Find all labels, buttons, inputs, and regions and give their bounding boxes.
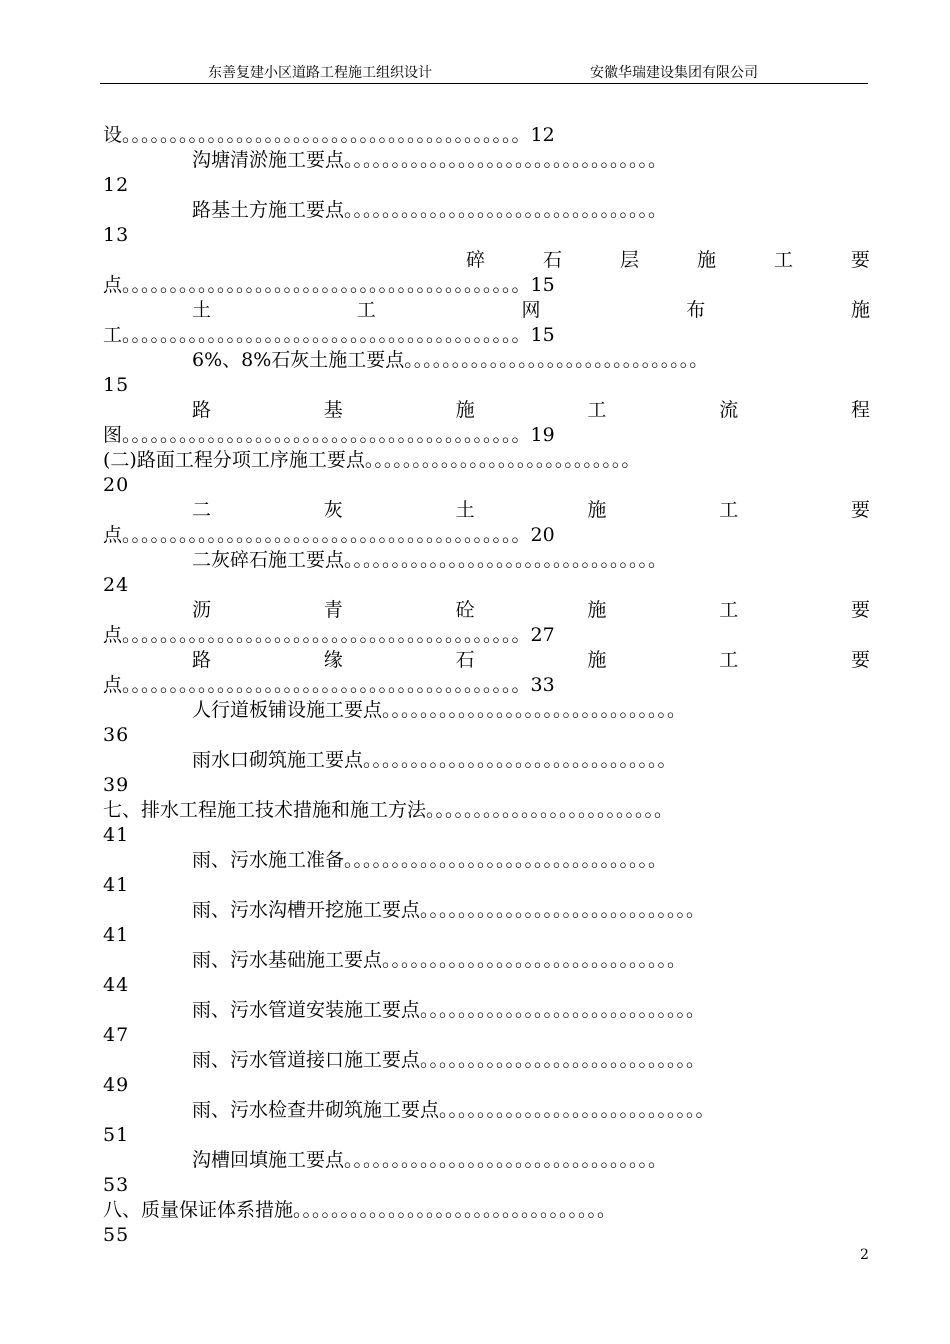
- toc-page-number: 41: [103, 874, 130, 896]
- toc-entry[interactable]: 雨、污水沟槽开挖施工要点。。。。。。。。。。。。。。。。。。。。。。。。。。。。。: [192, 899, 706, 921]
- toc-char: 施: [587, 649, 607, 671]
- page-number: 2: [860, 1247, 869, 1263]
- toc-entry[interactable]: 人行道板铺设施工要点。。。。。。。。。。。。。。。。。。。。。。。。。。。。。。。: [192, 699, 687, 721]
- toc-char: 施: [587, 499, 607, 521]
- toc-char: 施: [696, 249, 716, 271]
- toc-char: 施: [455, 399, 475, 421]
- toc-line: 工。。。。。。。。。。。。。。。。。。。。。。。。。。。。。。。。。。。。。。。。。。15: [103, 324, 555, 346]
- toc-char: 程: [850, 399, 870, 421]
- toc-char: 路: [192, 399, 212, 421]
- toc-entry[interactable]: 6%、8%石灰土施工要点。。。。。。。。。。。。。。。。。。。。。。。。。。。。。。。: [192, 349, 709, 371]
- toc-line: 点。。。。。。。。。。。。。。。。。。。。。。。。。。。。。。。。。。。。。。。。。。20: [103, 524, 555, 546]
- toc-char: 石: [542, 249, 562, 271]
- toc-char: 路: [192, 649, 212, 671]
- toc-char: 工: [719, 649, 739, 671]
- toc-entry[interactable]: 雨、污水施工准备。。。。。。。。。。。。。。。。。。。。。。。。。。。。。。。。。: [192, 849, 668, 871]
- toc-entry[interactable]: 沟塘清淤施工要点。。。。。。。。。。。。。。。。。。。。。。。。。。。。。。。。。: [192, 149, 668, 171]
- toc-page-number: 24: [103, 574, 130, 596]
- toc-char: 要: [850, 599, 870, 621]
- toc-entry-spread[interactable]: [192, 397, 870, 423]
- toc-char: 石: [455, 649, 475, 671]
- toc-page-number: 12: [103, 174, 130, 196]
- toc-entry[interactable]: 雨、污水管道安装施工要点。。。。。。。。。。。。。。。。。。。。。。。。。。。。。: [192, 999, 706, 1021]
- toc-char: 流: [719, 399, 739, 421]
- toc-page-number: 20: [103, 474, 130, 496]
- toc-char: 工: [719, 599, 739, 621]
- toc-char: 要: [850, 649, 870, 671]
- header-title: 东善复建小区道路工程施工组织设计: [208, 65, 432, 81]
- toc-char: 网: [521, 299, 541, 321]
- toc-entry[interactable]: 雨、污水检查井砌筑施工要点。。。。。。。。。。。。。。。。。。。。。。。。。。。。: [192, 1099, 715, 1121]
- toc-line: 图。。。。。。。。。。。。。。。。。。。。。。。。。。。。。。。。。。。。。。。。。。19: [103, 424, 555, 446]
- toc-entry[interactable]: (二)路面工程分项工序施工要点。。。。。。。。。。。。。。。。。。。。。。。。。。。。: [103, 449, 641, 471]
- toc-entry[interactable]: 路基土方施工要点。。。。。。。。。。。。。。。。。。。。。。。。。。。。。。。。。: [192, 199, 668, 221]
- toc-char: 工: [773, 249, 793, 271]
- toc-char: 布: [686, 299, 706, 321]
- toc-line: 点。。。。。。。。。。。。。。。。。。。。。。。。。。。。。。。。。。。。。。。。。。15: [103, 274, 555, 296]
- toc-entry-spread[interactable]: [466, 247, 870, 273]
- toc-entry[interactable]: 雨、污水基础施工要点。。。。。。。。。。。。。。。。。。。。。。。。。。。。。。。: [192, 949, 687, 971]
- toc-char: 沥: [192, 599, 212, 621]
- toc-char: 层: [619, 249, 639, 271]
- toc-char: 施: [850, 299, 870, 321]
- toc-page-number: 51: [103, 1124, 130, 1146]
- toc-page-number: 55: [103, 1224, 130, 1246]
- toc-char: 青: [323, 599, 343, 621]
- toc-char: 灰: [323, 499, 343, 521]
- toc-line: 点。。。。。。。。。。。。。。。。。。。。。。。。。。。。。。。。。。。。。。。。。。27: [103, 624, 555, 646]
- toc-entry[interactable]: 八、质量保证体系措施。。。。。。。。。。。。。。。。。。。。。。。。。。。。。。。。。: [103, 1199, 617, 1221]
- toc-entry[interactable]: 雨水口砌筑施工要点。。。。。。。。。。。。。。。。。。。。。。。。。。。。。。。。: [192, 749, 677, 771]
- toc-page-number: 36: [103, 724, 130, 746]
- toc-char: 工: [356, 299, 376, 321]
- toc-page-number: 44: [103, 974, 130, 996]
- toc-entry[interactable]: 七、排水工程施工技术措施和施工方法。。。。。。。。。。。。。。。。。。。。。。。。。: [103, 799, 674, 821]
- toc-entry[interactable]: 雨、污水管道接口施工要点。。。。。。。。。。。。。。。。。。。。。。。。。。。。。: [192, 1049, 706, 1071]
- toc-char: 基: [323, 399, 343, 421]
- toc-entry[interactable]: 二灰碎石施工要点。。。。。。。。。。。。。。。。。。。。。。。。。。。。。。。。。: [192, 549, 668, 571]
- toc-char: 施: [587, 599, 607, 621]
- toc-char: 工: [719, 499, 739, 521]
- toc-page-number: 47: [103, 1024, 130, 1046]
- toc-entry-spread[interactable]: [192, 597, 870, 623]
- toc-page-number: 49: [103, 1074, 130, 1096]
- toc-entry-spread[interactable]: [192, 647, 870, 673]
- toc-page-number: 53: [103, 1174, 130, 1196]
- toc-line: 点。。。。。。。。。。。。。。。。。。。。。。。。。。。。。。。。。。。。。。。。。。33: [103, 674, 555, 696]
- toc-char: 土: [455, 499, 475, 521]
- toc-char: 要: [850, 249, 870, 271]
- toc-char: 工: [587, 399, 607, 421]
- toc-char: 二: [192, 499, 212, 521]
- toc-page-number: 13: [103, 224, 130, 246]
- header-company: 安徽华瑞建设集团有限公司: [590, 65, 758, 81]
- toc-char: 碎: [466, 249, 486, 271]
- toc-page-number: 41: [103, 824, 130, 846]
- toc-page-number: 41: [103, 924, 130, 946]
- toc-char: 土: [192, 299, 212, 321]
- toc-char: 缘: [323, 649, 343, 671]
- toc-page-number: 15: [103, 374, 130, 396]
- header-rule: [100, 83, 868, 84]
- toc-entry-spread[interactable]: [192, 297, 870, 323]
- toc-entry-spread[interactable]: [192, 497, 870, 523]
- toc-page-number: 39: [103, 774, 130, 796]
- toc-line: 设。。。。。。。。。。。。。。。。。。。。。。。。。。。。。。。。。。。。。。。。。。12: [103, 124, 555, 146]
- toc-entry[interactable]: 沟槽回填施工要点。。。。。。。。。。。。。。。。。。。。。。。。。。。。。。。。。: [192, 1149, 668, 1171]
- toc-char: 砼: [455, 599, 475, 621]
- toc-char: 要: [850, 499, 870, 521]
